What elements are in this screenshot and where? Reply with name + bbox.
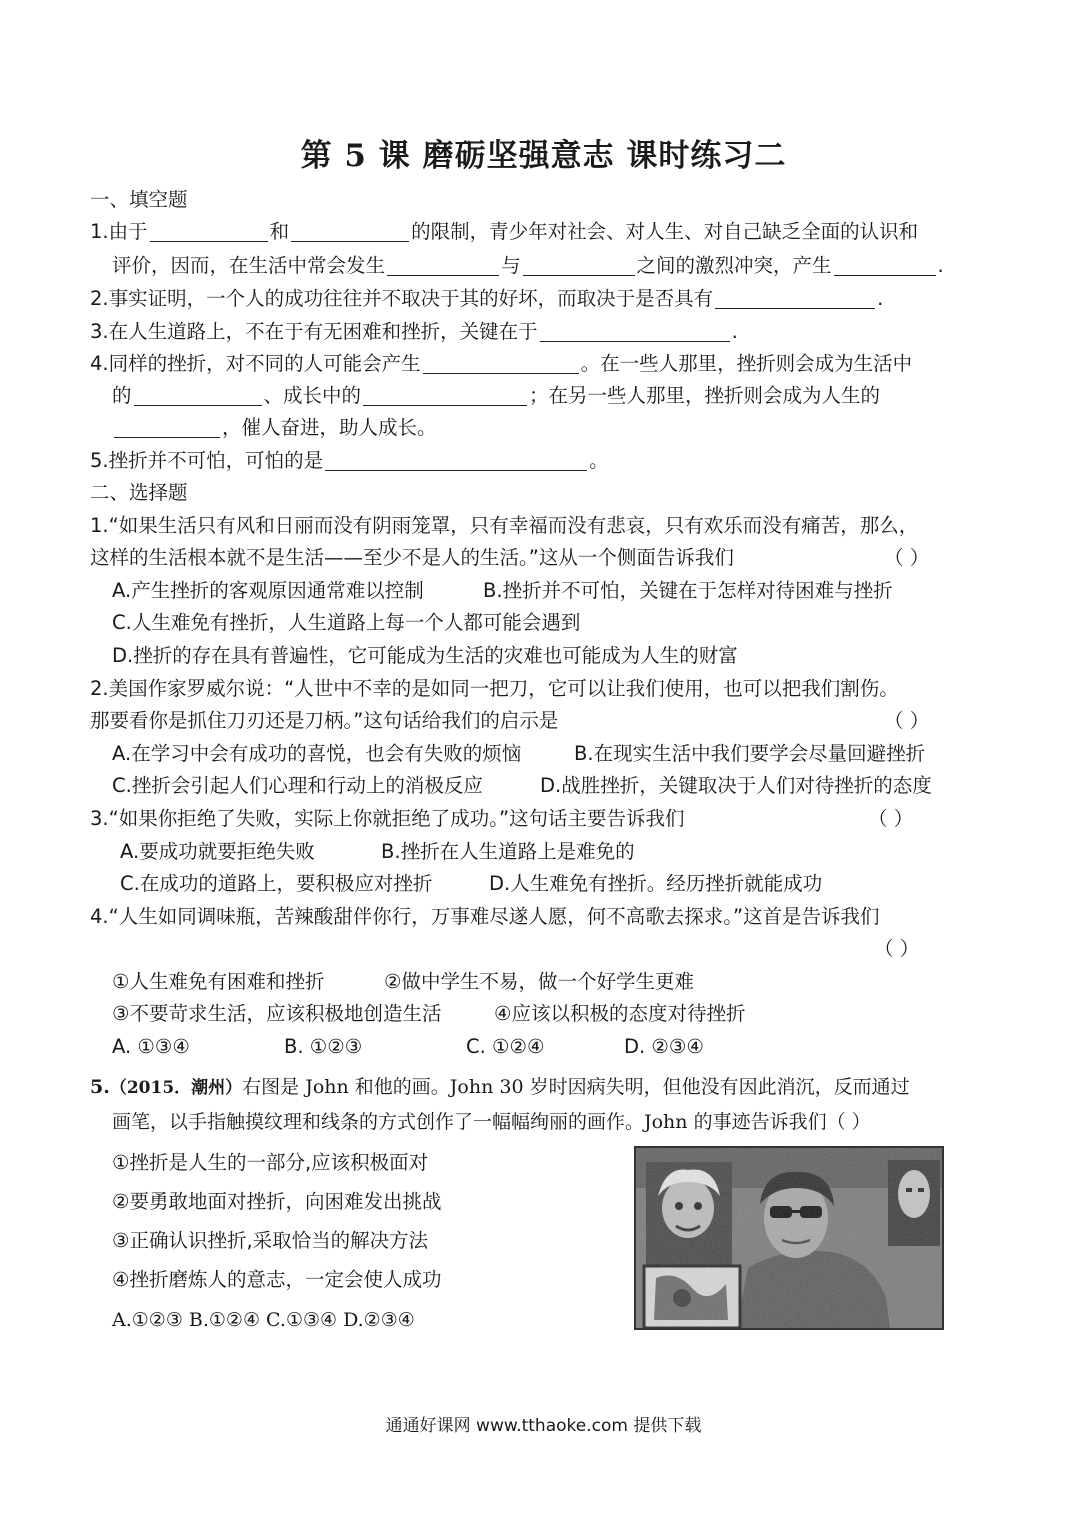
text: 与 — [501, 254, 521, 277]
choice-question-1-line-2 — [90, 544, 734, 572]
text: 3.在人生道路上，不在于有无困难和挫折，关键在于 — [90, 320, 538, 343]
choice-question-5-line-2: 画笔，以手指触摸纹理和线条的方式创作了一幅幅绚丽的画作。John 的事迹告诉我们（ ） — [112, 1111, 871, 1133]
option-c: C.人生难免有挫折，人生道路上每一个人都可能会遇到 — [112, 611, 581, 634]
option-b: B.挫折并不可怕，关键在于怎样对待困难与挫折 — [483, 579, 893, 602]
text: 2.事实证明，一个人的成功往往并不取决于其的好坏，而取决于是否具有 — [90, 287, 714, 310]
choice-question-1-line-1: 1.“如果生活只有风和日丽而没有阴雨笼罩，只有幸福而没有悲哀，只有欢乐而没有痛苦，那么， — [90, 514, 919, 537]
text: 4.同样的挫折，对不同的人可能会产生 — [90, 352, 421, 375]
text: ；在另一些人那里，挫折则会成为人生的 — [529, 384, 881, 407]
answer-paren[interactable]: （ ） — [884, 709, 930, 732]
option-a: A.在学习中会有成功的喜悦，也会有失败的烦恼 — [112, 742, 522, 765]
fill-question-3 — [90, 318, 738, 346]
option-b: B. ①②③ — [284, 1035, 363, 1058]
text: 右图是 John 和他的画。John 30 岁时因病失明，但他没有因此消沉，反而通过 — [242, 1076, 910, 1098]
statement-2: ②做中学生不易，做一个好学生更难 — [384, 970, 694, 993]
option-d: D.人生难免有挫折。经历挫折就能成功 — [489, 872, 823, 895]
answer-blank[interactable] — [523, 253, 635, 276]
page-title: 第 5 课 磨砺坚强意志 课时练习二 — [300, 138, 787, 174]
answer-paren[interactable]: （ ） — [874, 937, 920, 960]
answer-blank[interactable] — [715, 286, 875, 309]
option-b: B.挫折在人生道路上是难免的 — [381, 840, 635, 863]
answer-paren[interactable]: （ ） — [884, 546, 930, 569]
fill-question-4-line-3 — [112, 414, 437, 442]
option-c: C.在成功的道路上，要积极应对挫折 — [120, 872, 433, 895]
fill-question-4-line-1 — [90, 350, 912, 378]
option-c: C.挫折会引起人们心理和行动上的消极反应 — [112, 774, 483, 797]
choice-question-2-line-1: 2.美国作家罗威尔说：“人世中不幸的是如同一把刀，它可以让我们使用，也可以把我们割伤。 — [90, 677, 899, 700]
fill-question-2 — [90, 285, 883, 313]
choice-question-5-line-1 — [90, 1073, 910, 1102]
question-number: 5. — [90, 1076, 110, 1098]
statement-2: ②要勇敢地面对挫折，向困难发出挑战 — [112, 1190, 442, 1213]
answer-blank[interactable] — [540, 319, 730, 342]
text: 1.由于 — [90, 220, 148, 243]
answer-blank[interactable] — [114, 415, 220, 438]
footer-credit: 通通好课网 www.tthaoke.com 提供下载 — [385, 1416, 702, 1436]
statement-1: ①挫折是人生的一部分,应该积极面对 — [112, 1151, 429, 1174]
text: 。在一些人那里，挫折则会成为生活中 — [580, 352, 913, 375]
question-source: （2015．潮州） — [109, 1078, 243, 1098]
statement-4: ④挫折磨炼人的意志，一定会使人成功 — [112, 1268, 442, 1291]
option-c: C. ①②④ — [466, 1035, 545, 1058]
option-a: A. ①③④ — [112, 1035, 190, 1058]
statement-3: ③不要苛求生活，应该积极地创造生活 — [112, 1002, 442, 1025]
text: 、成长中的 — [263, 384, 362, 407]
option-a: A.要成功就要拒绝失败 — [120, 840, 315, 863]
section-heading-choice: 二、选择题 — [90, 481, 188, 504]
statement-4: ④应该以积极的态度对待挫折 — [494, 1002, 746, 1025]
text: 评价，因而，在生活中常会发生 — [112, 254, 386, 277]
statement-3: ③正确认识挫折,采取恰当的解决方法 — [112, 1229, 429, 1252]
answer-blank[interactable] — [150, 219, 268, 242]
options-row: A.①②③ B.①②④ C.①③④ D.②③④ — [112, 1309, 415, 1331]
text: 。 — [589, 449, 609, 472]
answer-blank[interactable] — [325, 448, 587, 471]
answer-paren[interactable]: （ ） — [868, 807, 914, 830]
option-a: A.产生挫折的客观原因通常难以控制 — [112, 579, 424, 602]
text: 这样的生活根本就不是生活——至少不是人的生活。”这从一个侧面告诉我们 — [90, 546, 734, 569]
photo-illustration — [636, 1148, 942, 1328]
option-b: B.在现实生活中我们要学会尽量回避挫折 — [574, 742, 926, 765]
text: 的限制，青少年对社会、对人生、对自己缺乏全面的认识和 — [411, 220, 919, 243]
fill-question-1-line-2 — [112, 252, 944, 280]
text: . — [877, 287, 884, 310]
answer-blank[interactable] — [363, 383, 527, 406]
choice-question-4: 4.“人生如同调味瓶，苦辣酸甜伴你行，万事难尽遂人愿，何不高歌去探求。”这首是告诉我们 — [90, 905, 880, 928]
fill-question-1-line-1 — [90, 218, 918, 246]
choice-question-2-line-2: 那要看你是抓住刀刃还是刀柄。”这句话给我们的启示是 — [90, 709, 559, 732]
answer-blank[interactable] — [134, 383, 262, 406]
text: 的 — [112, 384, 132, 407]
fill-question-4-line-2 — [112, 382, 880, 410]
john-photo — [634, 1146, 944, 1330]
statement-1: ①人生难免有困难和挫折 — [112, 970, 325, 993]
option-d: D. ②③④ — [624, 1035, 704, 1058]
answer-blank[interactable] — [834, 253, 936, 276]
text: . — [731, 320, 738, 343]
choice-question-3: 3.“如果你拒绝了失败，实际上你就拒绝了成功。”这句话主要告诉我们 — [90, 807, 685, 830]
option-d: D.挫折的存在具有普遍性，它可能成为生活的灾难也可能成为人生的财富 — [112, 644, 738, 667]
text: 之间的激烈冲突，产生 — [636, 254, 832, 277]
section-heading-fill-in: 一、填空题 — [90, 188, 188, 211]
answer-blank[interactable] — [291, 219, 409, 242]
text: 和 — [269, 220, 290, 243]
text: 5.挫折并不可怕，可怕的是 — [90, 449, 324, 472]
option-d: D.战胜挫折，关键取决于人们对待挫折的态度 — [540, 774, 932, 797]
answer-blank[interactable] — [423, 351, 579, 374]
text: . — [937, 254, 944, 277]
text: ，催人奋进，助人成长。 — [222, 416, 437, 439]
answer-blank[interactable] — [387, 253, 499, 276]
fill-question-5 — [90, 447, 609, 475]
